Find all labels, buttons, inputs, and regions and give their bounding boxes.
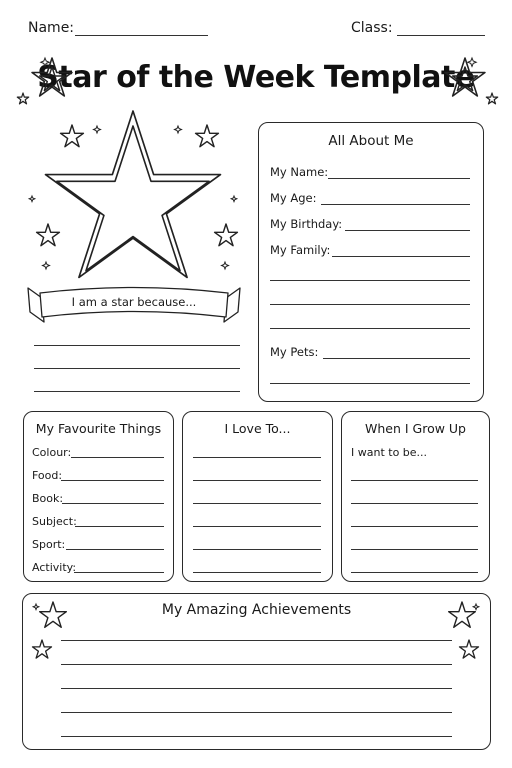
my-family-label: My Family:: [270, 243, 331, 257]
want-to-be-label: I want to be...: [351, 446, 428, 459]
star-icon: [459, 640, 478, 658]
subject-label: Subject:: [32, 515, 77, 528]
sparkle-icon: [473, 604, 479, 610]
ribbon-text: I am a star because...: [71, 295, 197, 309]
favourite-things-title: My Favourite Things: [35, 421, 162, 436]
sparkle-icon: [33, 604, 39, 610]
my-birthday-label: My Birthday:: [270, 217, 343, 231]
love-to-title: I Love To...: [224, 421, 291, 436]
my-name-label: My Name:: [270, 165, 329, 179]
name-label: Name:: [28, 20, 75, 36]
achievements-title: My Amazing Achievements: [161, 602, 352, 618]
colour-label: Colour:: [32, 446, 72, 459]
book-label: Book:: [32, 492, 64, 505]
star-icon: [40, 602, 67, 627]
my-age-label: My Age:: [270, 191, 317, 205]
all-about-me-title: All About Me: [328, 133, 414, 149]
activity-label: Activity:: [32, 561, 77, 574]
star-icon: [32, 640, 51, 658]
food-label: Food:: [32, 469, 63, 482]
sport-label: Sport:: [32, 538, 66, 551]
my-pets-label: My Pets:: [270, 345, 319, 359]
grow-up-title: When I Grow Up: [364, 421, 466, 436]
class-label: Class:: [351, 20, 393, 36]
star-icon: [449, 602, 476, 627]
page-title: Star of the Week Template: [37, 60, 475, 95]
